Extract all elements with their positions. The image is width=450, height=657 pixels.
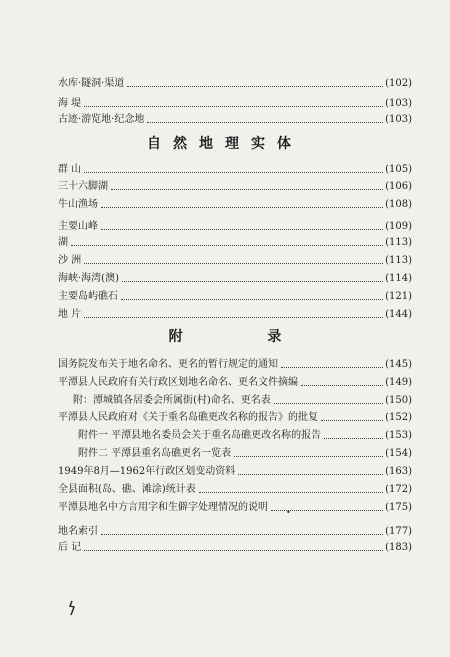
toc-entry [78, 428, 412, 442]
entry-page: (114) [385, 273, 412, 284]
entry-title: 湖 [58, 237, 68, 248]
dot-leader [101, 229, 383, 230]
entry-title: 附件一 平潭县地名委员会关于重名岛礁更改名称的报告 [78, 430, 322, 441]
entry-title: 牛山渔场 [58, 199, 98, 210]
dot-leader [84, 550, 383, 551]
dot-leader [84, 317, 383, 318]
entry-page: (144) [385, 309, 412, 320]
entry-title: 水库·隧洞·渠道 [58, 78, 125, 89]
entry-page: (109) [385, 221, 412, 232]
dot-leader [301, 385, 383, 386]
entry-page: (172) [385, 484, 412, 495]
entry-title: 全县面积(岛、礁、滩涂)统计表 [58, 484, 196, 495]
entry-title: 附：潭城镇各居委会所属街(村)命名、更名表 [73, 395, 271, 406]
entry-title: 古迹·游览地·纪念地 [58, 114, 145, 125]
dot-leader [321, 420, 383, 421]
dot-leader [101, 534, 383, 535]
dot-leader [71, 245, 383, 246]
toc-entry [58, 112, 412, 126]
entry-title: 平潭县人民政府有关行政区划地名命名、更名文件摘编 [58, 377, 298, 388]
toc-entry [58, 179, 412, 193]
dot-leader [121, 299, 383, 300]
entry-page: (113) [385, 255, 412, 266]
dot-leader [281, 367, 383, 368]
entry-page: (102) [385, 78, 412, 89]
toc-entry [78, 446, 412, 460]
toc-entry [58, 76, 412, 90]
entry-page: (175) [385, 502, 412, 513]
entry-page: (150) [385, 395, 412, 406]
toc-entry [58, 219, 412, 233]
dot-leader [324, 438, 383, 439]
entry-title: 主要山峰 [58, 221, 98, 232]
dot-leader [234, 456, 383, 457]
entry-title: 平潭县人民政府对《关于重名岛礁更改名称的报告》的批复 [58, 412, 318, 423]
entry-page: (105) [385, 164, 412, 175]
dot-leader [84, 106, 383, 107]
entry-page: (183) [385, 542, 412, 553]
toc-entry [58, 464, 412, 478]
entry-page: (163) [385, 466, 412, 477]
dot-leader [84, 263, 383, 264]
entry-page: (103) [385, 98, 412, 109]
entry-page: (103) [385, 114, 412, 125]
toc-entry [58, 162, 412, 176]
entry-title: 主要岛屿礁石 [58, 291, 118, 302]
section-heading: 附 录 [168, 329, 322, 345]
dot-leader [101, 207, 383, 208]
toc-entry [58, 375, 412, 389]
entry-page: (177) [385, 526, 412, 537]
entry-page: (149) [385, 377, 412, 388]
dot-leader [147, 122, 383, 123]
section-heading: 自然地理实体 [147, 136, 303, 152]
entry-page: (121) [385, 291, 412, 302]
entry-title: 1949年8月—1962年行政区划变动资料 [58, 466, 236, 477]
toc-entry [58, 197, 412, 211]
entry-title: 群 山 [58, 164, 82, 175]
entry-title: 三十六脚湖 [58, 181, 108, 192]
toc-entry [58, 357, 412, 371]
entry-page: (106) [385, 181, 412, 192]
toc-entry [58, 410, 412, 424]
toc-entry [58, 500, 412, 514]
dot-leader [199, 492, 383, 493]
dot-leader [274, 403, 383, 404]
toc-entry [58, 96, 412, 110]
toc-entry [58, 289, 412, 303]
entry-title: 平潭县地名中方言用字和生僻字处理情况的说明 [58, 502, 268, 513]
entry-title: 海峡·海湾(澳) [58, 273, 119, 284]
entry-page: (152) [385, 412, 412, 423]
entry-title: 国务院发布关于地名命名、更名的暂行规定的通知 [58, 359, 278, 370]
entry-title: 附件二 平潭县重名岛礁更名一览表 [78, 448, 232, 459]
entry-page: (153) [385, 430, 412, 441]
toc-entry [58, 307, 412, 321]
dot-leader [122, 281, 383, 282]
dot-leader [238, 474, 383, 475]
entry-page: (154) [385, 448, 412, 459]
entry-page: (145) [385, 359, 412, 370]
entry-title: 沙 洲 [58, 255, 82, 266]
entry-title: 地 片 [58, 309, 82, 320]
entry-page: (113) [385, 237, 412, 248]
entry-title: 海 堤 [58, 98, 82, 109]
print-speck: • [286, 508, 291, 517]
toc-entry [58, 235, 412, 249]
entry-page: (108) [385, 199, 412, 210]
toc-entry [58, 540, 412, 554]
toc-entry [58, 482, 412, 496]
entry-title: 后 记 [58, 542, 82, 553]
dot-leader [127, 86, 383, 87]
toc-entry [58, 253, 412, 267]
dot-leader [84, 172, 383, 173]
scan-mark-icon [66, 600, 78, 616]
entry-title: 地名索引 [58, 526, 98, 537]
toc-entry [58, 524, 412, 538]
toc-entry [73, 393, 412, 407]
toc-entry [58, 271, 412, 285]
dot-leader [111, 189, 383, 190]
